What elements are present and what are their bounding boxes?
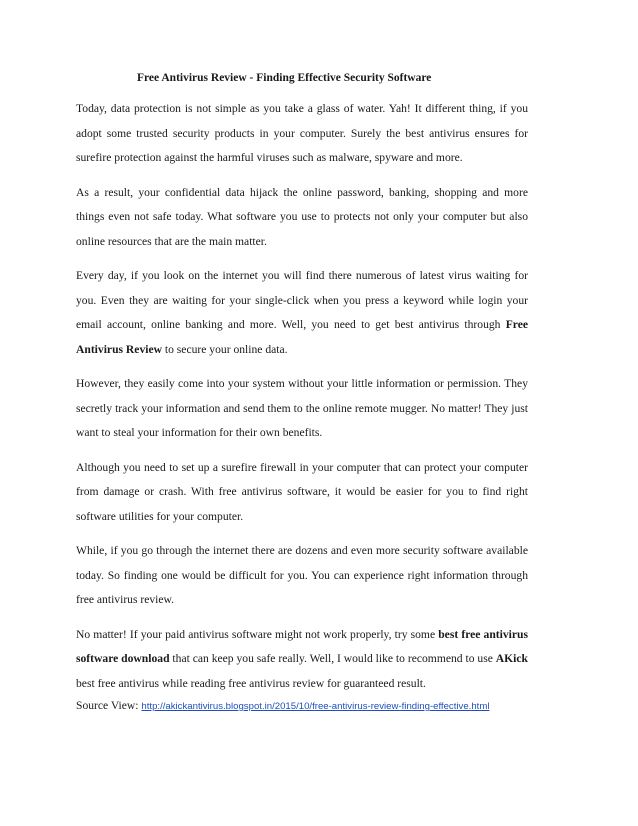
paragraph-7-text-before: No matter! If your paid antivirus software might not work properly, try some [76,627,439,641]
best-free-antivirus-bold: best free antivirus software download [76,627,528,665]
paragraph-3 [76,264,528,362]
document-body [76,97,528,706]
paragraph-5: Although you need to set up a surefire firewall in your computer that can protect your computer from damage or crash. With free antivirus software, it would be easier for you to find right software utilities for your computer. [76,460,528,523]
paragraph-3-text-before: Every day, if you look on the internet you will find there numerous of latest virus waiting for you. Even they are waiting for your single-click when you press a keyword while login your email account, online banking and more. Well, you need to get best antivirus through [76,269,528,331]
free-antivirus-review-bold: Free Antivirus Review [76,318,528,356]
paragraph-7-text-after: best free antivirus while reading free antivirus review for guaranteed result. [76,676,426,690]
source-line [76,699,489,712]
paragraph-3-text-after: to secure your online data. [161,342,288,356]
source-label: Source View: [76,699,142,712]
paragraph-7-text-middle: that can keep you safe really. Well, I would like to recommend to use [169,652,496,665]
paragraph-4: However, they easily come into your system without your little information or permission. They secretly track your information and send them to the online remote mugger. No matter! They just want to steal your information for their own benefits. [76,377,528,439]
source-link[interactable]: http://akickantivirus.blogspot.in/2015/10/free-antivirus-review-finding-effective.html [141,701,490,712]
paragraph-2: As a result, your confidential data hijack the online password, banking, shopping and more things even not safe today. What software you use to protects not only your computer but also online resources that are the main matter. [76,185,528,248]
paragraph-6: While, if you go through the internet there are dozens and even more security software available today. So finding one would be difficult for you. You can experience right information through free antivirus review. [76,544,528,606]
document-title: Free Antivirus Review - Finding Effective Security Software [137,72,432,84]
paragraph-1: Today, data protection is not simple as you take a glass of water. Yah! It different thing, if you adopt some trusted security products in your computer. Surely the best antivirus ensures for surefire protection against the harmful viruses such as malware, spyware and more. [76,102,528,164]
paragraph-7 [76,623,528,697]
akick-bold: AKick [495,652,528,665]
